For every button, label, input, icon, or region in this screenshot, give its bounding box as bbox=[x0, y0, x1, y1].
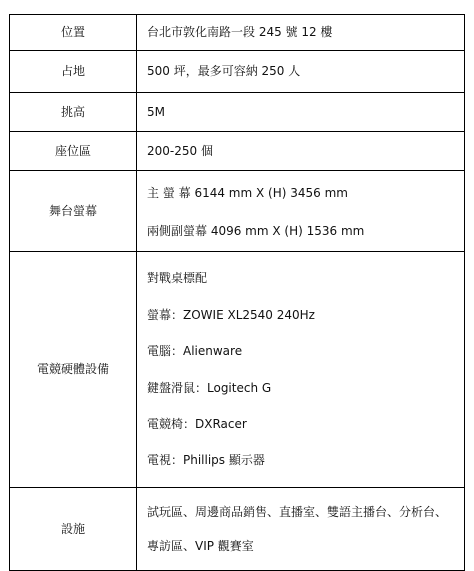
row-value bbox=[137, 171, 465, 252]
row-label: 電競硬體設備 bbox=[10, 252, 137, 488]
hardware-line: 電競椅：DXRacer bbox=[147, 416, 247, 431]
row-value: 5M bbox=[137, 93, 465, 132]
facilities-text: 試玩區、周邊商品銷售、直播室、雙語主播台、分析台、專訪區、VIP 觀賽室 bbox=[147, 505, 448, 553]
hardware-line: 鍵盤滑鼠：Logitech G bbox=[147, 380, 272, 395]
row-label: 設施 bbox=[10, 488, 137, 571]
row-value: 200-250 個 bbox=[137, 132, 465, 171]
table-row bbox=[10, 488, 465, 571]
row-value: 台北市敦化南路一段 245 號 12 樓 bbox=[137, 15, 465, 51]
table-row bbox=[10, 171, 465, 252]
hardware-line: 螢幕：ZOWIE XL2540 240Hz bbox=[147, 307, 315, 322]
row-value bbox=[137, 252, 465, 488]
row-label: 座位區 bbox=[10, 132, 137, 171]
screen-line: 主 螢 幕 6144 mm X (H) 3456 mm bbox=[147, 185, 348, 200]
row-label: 占地 bbox=[10, 51, 137, 93]
row-value: 500 坪，最多可容納 250 人 bbox=[137, 51, 465, 93]
row-label: 位置 bbox=[10, 15, 137, 51]
hardware-line: 電視：Phillips 顯示器 bbox=[147, 453, 265, 468]
row-label: 舞台螢幕 bbox=[10, 171, 137, 252]
table-row bbox=[10, 51, 465, 93]
table-row bbox=[10, 252, 465, 488]
row-value bbox=[137, 488, 465, 571]
hardware-line: 電腦：Alienware bbox=[147, 344, 243, 359]
table-row bbox=[10, 15, 465, 51]
venue-spec-table bbox=[9, 14, 465, 571]
table-row bbox=[10, 132, 465, 171]
screen-line: 兩側副螢幕 4096 mm X (H) 1536 mm bbox=[147, 224, 365, 238]
row-label: 挑高 bbox=[10, 93, 137, 132]
hardware-line: 對戰桌標配 bbox=[147, 271, 208, 286]
table-row bbox=[10, 93, 465, 132]
